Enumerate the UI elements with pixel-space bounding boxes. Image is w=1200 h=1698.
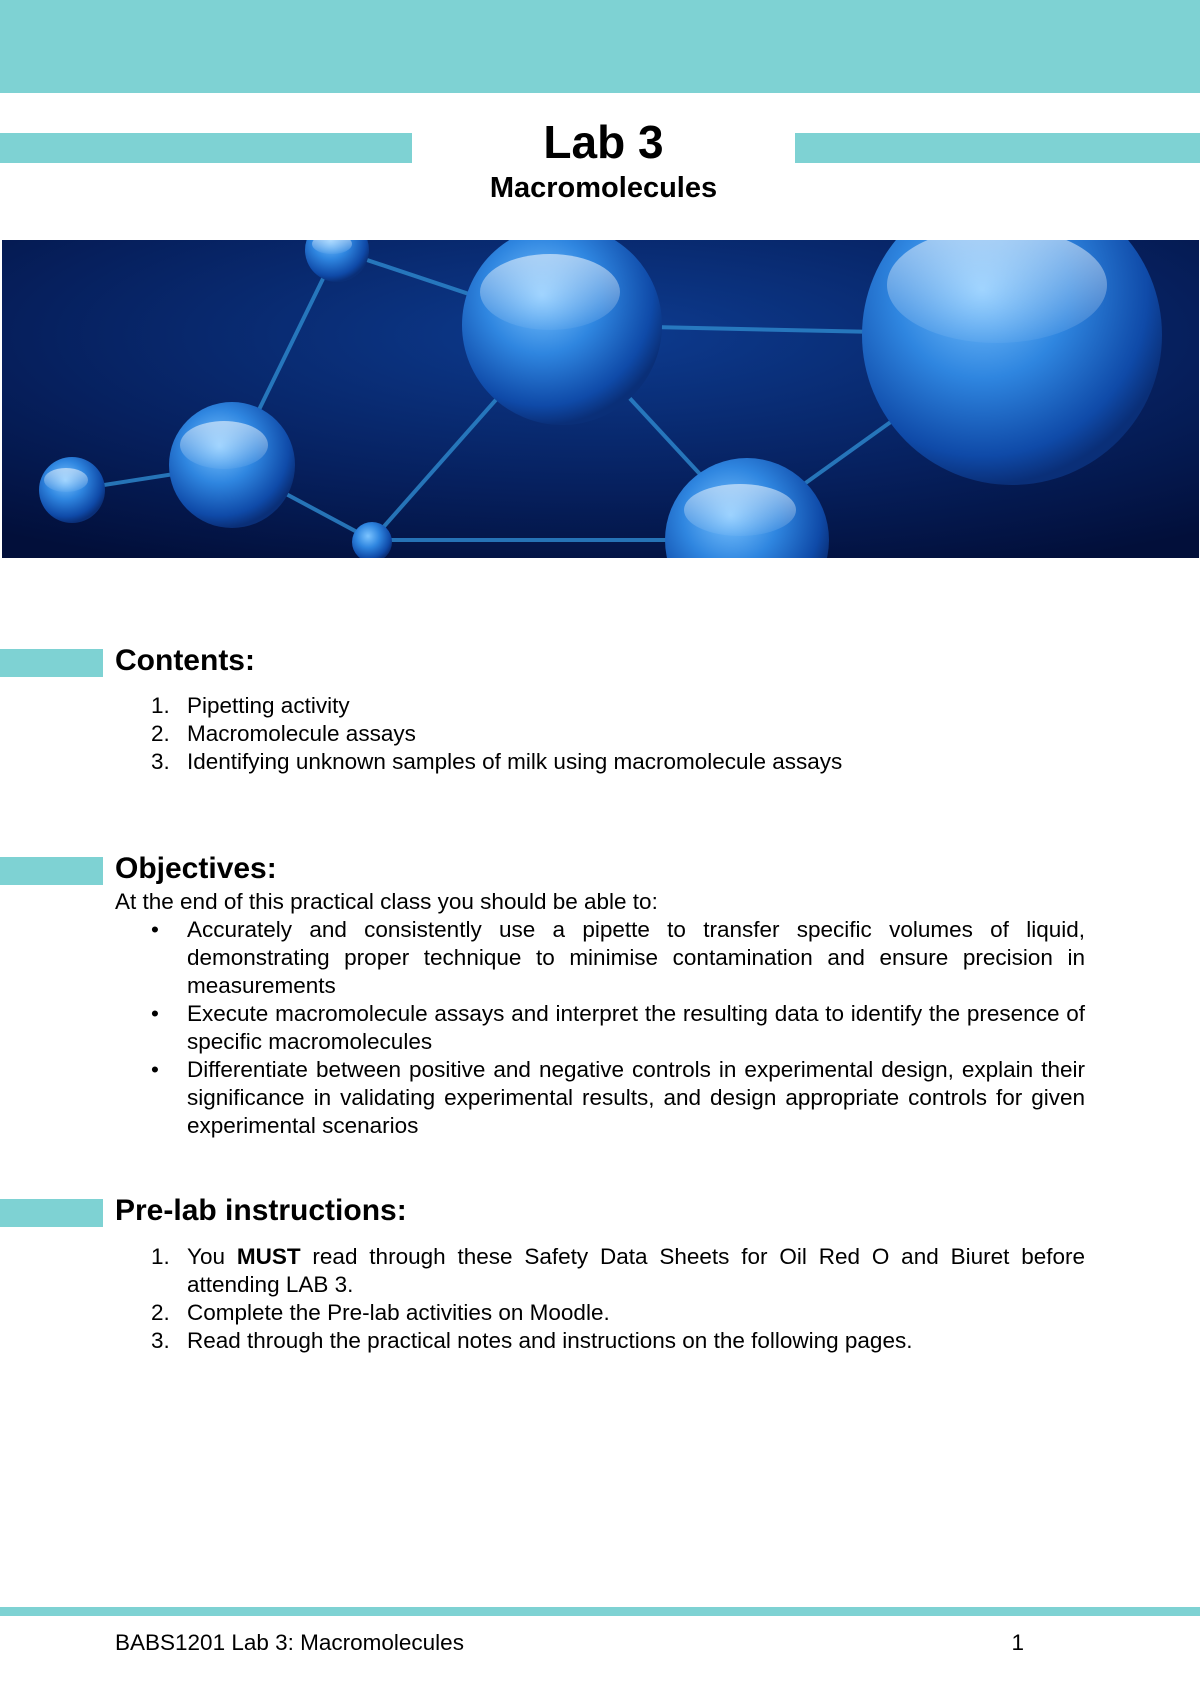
contents-heading: Contents: (115, 644, 255, 677)
list-item: 1. Pipetting activity (151, 693, 350, 718)
objectives-marker-bar (0, 857, 103, 885)
list-item: • Accurately and consistently use a pipette to transfer specific volumes of liquid, demonstrating proper technique to minimise contamination and ensure precision in measurements (151, 917, 1085, 998)
list-item: 3. Read through the practical notes and instructions on the following pages. (151, 1328, 913, 1353)
molecule-banner-image (2, 240, 1199, 558)
page-number: 1 (1011, 1630, 1024, 1655)
emphasis-must: MUST (236, 1244, 301, 1269)
footer-text: BABS1201 Lab 3: Macromolecules (115, 1630, 464, 1655)
list-item: • Differentiate between positive and negative controls in experimental design, explain their significance in validating experimental results, and design appropriate controls for given experimental scenarios (151, 1057, 1085, 1138)
objectives-list (115, 916, 1085, 1140)
footer-rule (0, 1607, 1200, 1616)
header-band (0, 0, 1200, 93)
contents-list (115, 692, 1085, 776)
page-subtitle: Macromolecules (489, 172, 718, 204)
page-title: Lab 3 (543, 116, 664, 168)
contents-marker-bar (0, 649, 103, 677)
list-item: 3. Identifying unknown samples of milk using macromolecule assays (151, 749, 843, 774)
title-bar-left (0, 133, 412, 163)
prelab-list (115, 1243, 1085, 1355)
prelab-item-text: You MUST read through these Safety Data Sheets for Oil Red O and Biuret before attending LAB 3. (187, 1244, 1085, 1297)
list-item: 1. You MUST read through these Safety Data Sheets for Oil Red O and Biuret before attending LAB 3. (151, 1244, 1085, 1297)
prelab-marker-bar (0, 1199, 103, 1227)
list-item: 2. Complete the Pre-lab activities on Moodle. (151, 1300, 610, 1325)
list-item: • Execute macromolecule assays and interpret the resulting data to identify the presence of specific macromolecules (151, 1001, 1085, 1054)
prelab-heading: Pre-lab instructions: (115, 1194, 407, 1227)
list-item: 2. Macromolecule assays (151, 721, 416, 746)
objectives-heading: Objectives: (115, 852, 277, 885)
title-bar-right (795, 133, 1200, 163)
objectives-intro: At the end of this practical class you should be able to: (115, 889, 658, 914)
